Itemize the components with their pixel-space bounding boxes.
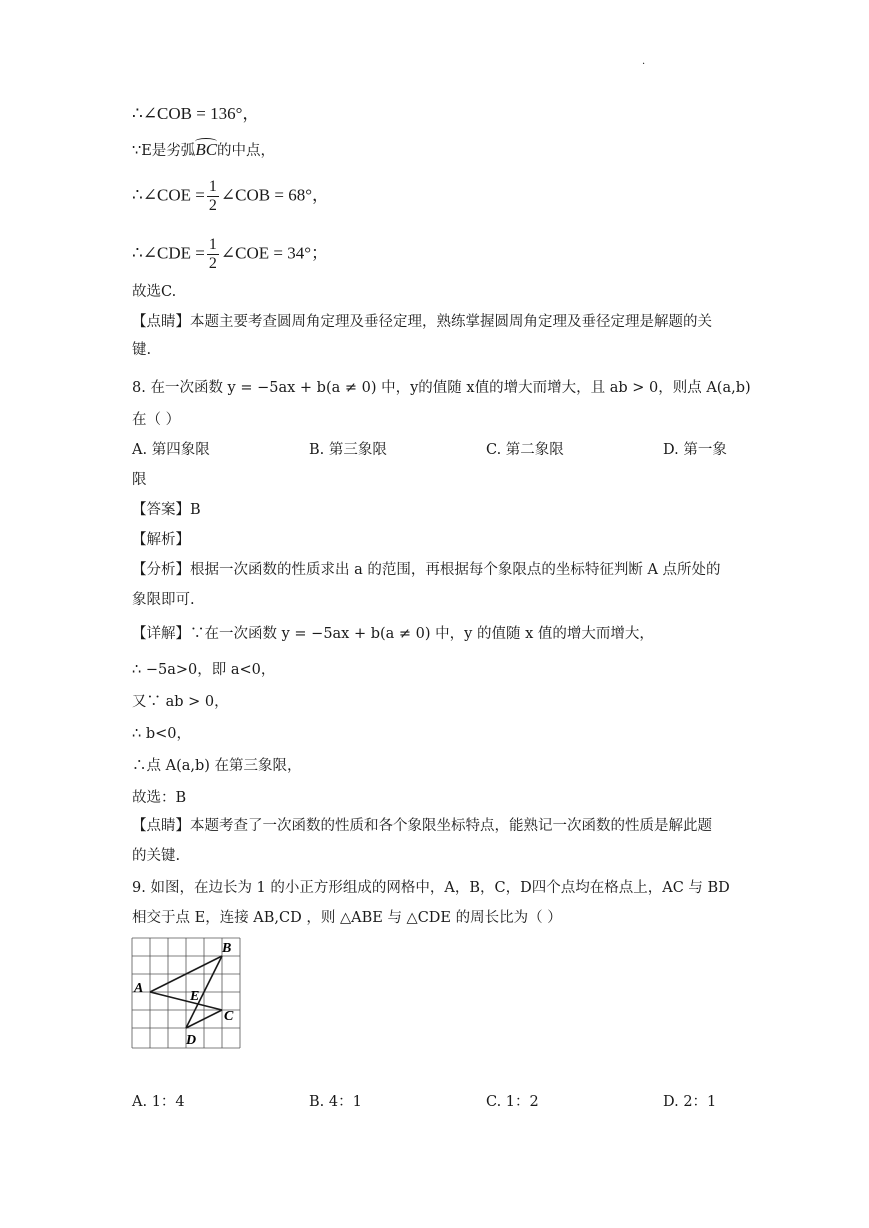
label-e: E bbox=[190, 989, 200, 1004]
question-9-stem: 9. 如图，在边长为 1 的小正方形组成的网格中，A，B，C，D四个点均在格点上，AC 与 BD bbox=[132, 880, 730, 896]
step-1: ∴ −5a>0，即 a<0， bbox=[132, 662, 276, 678]
step-5: 故选：B bbox=[132, 790, 187, 806]
fraction-half: $\frac{1}{2}$ bbox=[208, 178, 217, 214]
comment2-line-2: 的关键. bbox=[132, 848, 181, 864]
q9-option-a: A. 1：4 bbox=[132, 1094, 185, 1110]
q8-option-d: D. 第一象 bbox=[663, 442, 727, 458]
q8-option-b: B. 第三象限 bbox=[309, 442, 387, 458]
solution-line-4: ∴∠CDE = $\frac{1}{2}$ ∠COE = 34°； bbox=[132, 236, 329, 272]
page-marker: . bbox=[642, 56, 646, 67]
question-8-stem-end: 在（ ） bbox=[132, 412, 181, 428]
solution-choice: 故选C. bbox=[132, 284, 177, 300]
q8-option-d-wrap: 限 bbox=[132, 472, 147, 488]
xiangjie-line: 【详解】∵在一次函数 y = −5ax + b(a ≠ 0) 中，y 的值随 x 值的增大而增大， bbox=[132, 626, 654, 642]
q8-option-c: C. 第二象限 bbox=[486, 442, 564, 458]
q9-option-b: B. 4：1 bbox=[309, 1094, 362, 1110]
label-a: A bbox=[134, 981, 144, 996]
solution-line-2: ∵E是劣弧BC的中点， bbox=[132, 140, 276, 159]
fenxi-line-2: 象限即可. bbox=[132, 592, 195, 608]
question-9-stem-end: 相交于点 E，连接 AB,CD ，则 △ABE 与 △CDE 的周长比为（ ） bbox=[132, 910, 562, 926]
comment-line-2: 键. bbox=[132, 342, 152, 358]
solution-line-1: ∴∠COB = 136°， bbox=[132, 104, 260, 123]
step-4: ∴点 A(a,b) 在第三象限， bbox=[132, 758, 302, 774]
label-d: D bbox=[186, 1033, 197, 1048]
fraction-half: $\frac{1}{2}$ bbox=[208, 236, 217, 272]
q9-option-c: C. 1：2 bbox=[486, 1094, 539, 1110]
q9-option-d: D. 2：1 bbox=[663, 1094, 717, 1110]
analysis-heading: 【解析】 bbox=[132, 532, 190, 548]
label-c: C bbox=[224, 1009, 234, 1024]
comment-line-1: 【点睛】本题主要考查圆周角定理及垂径定理，熟练掌握圆周角定理及垂径定理是解题的关 bbox=[132, 314, 712, 330]
answer-line: 【答案】B bbox=[132, 502, 201, 518]
fenxi-line-1: 【分析】根据一次函数的性质求出 a 的范围，再根据每个象限点的坐标特征判断 A 点所处的 bbox=[132, 562, 721, 578]
step-2: 又∵ ab > 0， bbox=[132, 694, 229, 710]
comment2-line-1: 【点睛】本题考查了一次函数的性质和各个象限坐标特点，能熟记一次函数的性质是解此题 bbox=[132, 818, 712, 834]
question-8-stem: 8. 在一次函数 y = −5ax + b(a ≠ 0) 中，y的值随 x值的增大而增大，且 ab > 0，则点 A(a,b) bbox=[132, 380, 751, 396]
q8-option-a: A. 第四象限 bbox=[132, 442, 210, 458]
arc-bc: BC bbox=[195, 140, 218, 159]
grid-figure bbox=[130, 936, 242, 1052]
step-3: ∴ b<0， bbox=[132, 726, 191, 742]
label-b: B bbox=[222, 941, 232, 956]
solution-line-3: ∴∠COE = $\frac{1}{2}$ ∠COB = 68°， bbox=[132, 178, 329, 214]
